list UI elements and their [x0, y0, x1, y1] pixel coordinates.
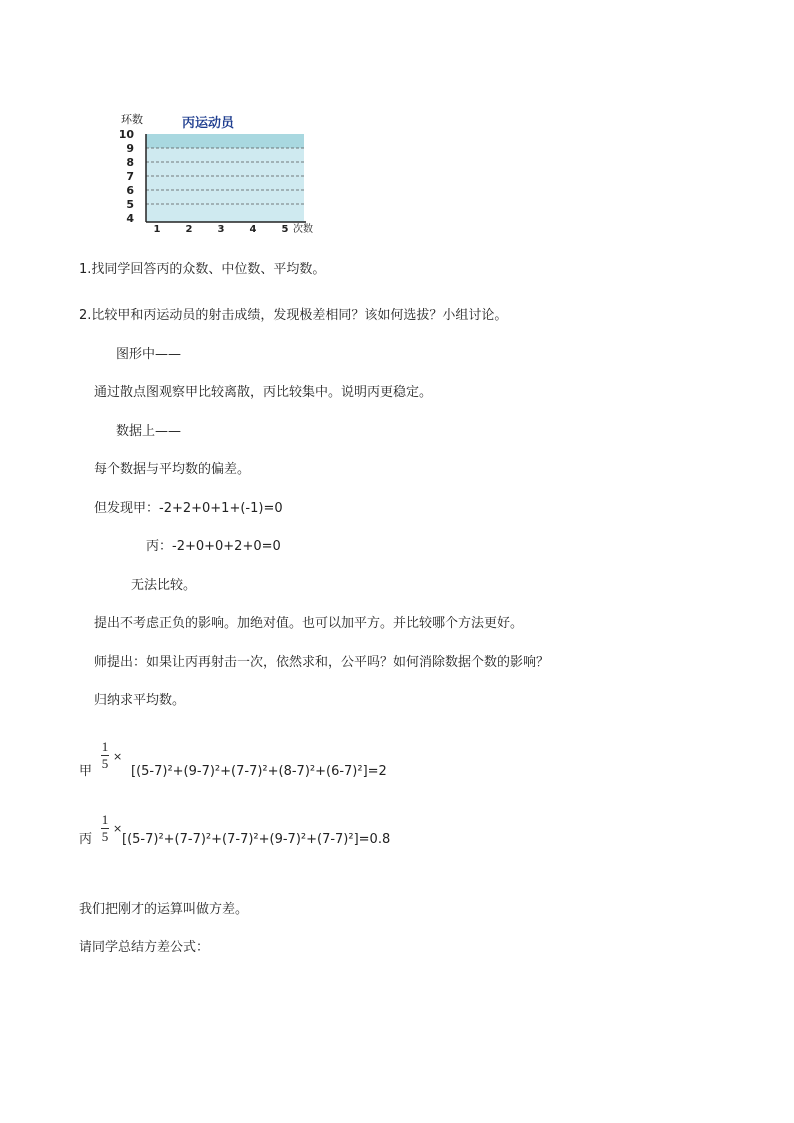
fraction-numerator: 1 — [101, 739, 109, 754]
graph-heading: 图形中—— — [116, 347, 182, 362]
x-tick-label: 2 — [185, 224, 193, 235]
bing-chart — [112, 110, 322, 236]
y-axis-label: 环数 — [121, 113, 143, 126]
fraction-denominator: 5 — [101, 756, 109, 771]
question-2: 2.比较甲和丙运动员的射击成绩，发现极差相同？该如何选拔？小组讨论。 — [79, 308, 508, 323]
y-tick-label: 8 — [126, 156, 134, 169]
variance-definition: 我们把刚才的运算叫做方差。 — [79, 902, 249, 917]
x-tick-label: 3 — [217, 224, 225, 235]
cannot-compare: 无法比较。 — [131, 578, 197, 593]
formula-bing-fraction — [98, 813, 112, 844]
y-tick-label: 6 — [126, 184, 134, 197]
y-tick-label: 10 — [118, 128, 134, 141]
x-axis-label: 次数 — [293, 224, 313, 235]
deviation-sum-bing: 丙：-2+0+0+2+0=0 — [146, 539, 281, 554]
fraction-denominator: 5 — [101, 829, 109, 844]
data-observation: 每个数据与平均数的偏差。 — [94, 462, 251, 477]
summarize-mean: 归纳求平均数。 — [94, 693, 186, 708]
fraction-numerator: 1 — [101, 812, 109, 827]
x-tick-label: 4 — [249, 224, 257, 235]
teacher-question: 师提出：如果让丙再射击一次，依然求和，公平吗？如何消除数据个数的影响？ — [94, 655, 550, 670]
chart-title: 丙运动员 — [181, 116, 235, 131]
graph-observation: 通过散点图观察甲比较离散，丙比较集中。说明丙更稳定。 — [94, 385, 433, 400]
formula-jia-label: 甲 — [79, 764, 93, 779]
y-tick-label: 9 — [126, 142, 134, 155]
formula-jia-expression: [(5-7)²+(9-7)²+(7-7)²+(8-7)²+(6-7)²]=2 — [131, 764, 387, 779]
data-heading: 数据上—— — [116, 424, 182, 439]
y-tick-label: 5 — [126, 198, 134, 211]
times-sign: × — [113, 822, 123, 835]
formula-bing-expression: [(5-7)²+(7-7)²+(7-7)²+(9-7)²+(7-7)²]=0.8 — [122, 832, 391, 847]
question-1: 1.找同学回答丙的众数、中位数、平均数。 — [79, 262, 326, 277]
x-tick-label: 5 — [281, 224, 289, 235]
times-sign: × — [113, 750, 123, 763]
formula-bing-label: 丙 — [79, 832, 93, 847]
plot-top-band — [146, 134, 304, 148]
formula-prompt: 请同学总结方差公式： — [79, 940, 210, 955]
proposal: 提出不考虑正负的影响。加绝对值。也可以加平方。并比较哪个方法更好。 — [94, 616, 524, 631]
x-tick-label: 1 — [153, 224, 161, 235]
deviation-sum-jia: 但发现甲：-2+2+0+1+(-1)=0 — [94, 501, 283, 516]
y-tick-label: 7 — [126, 170, 134, 183]
y-tick-label: 4 — [126, 212, 134, 225]
formula-jia-fraction — [98, 740, 112, 771]
